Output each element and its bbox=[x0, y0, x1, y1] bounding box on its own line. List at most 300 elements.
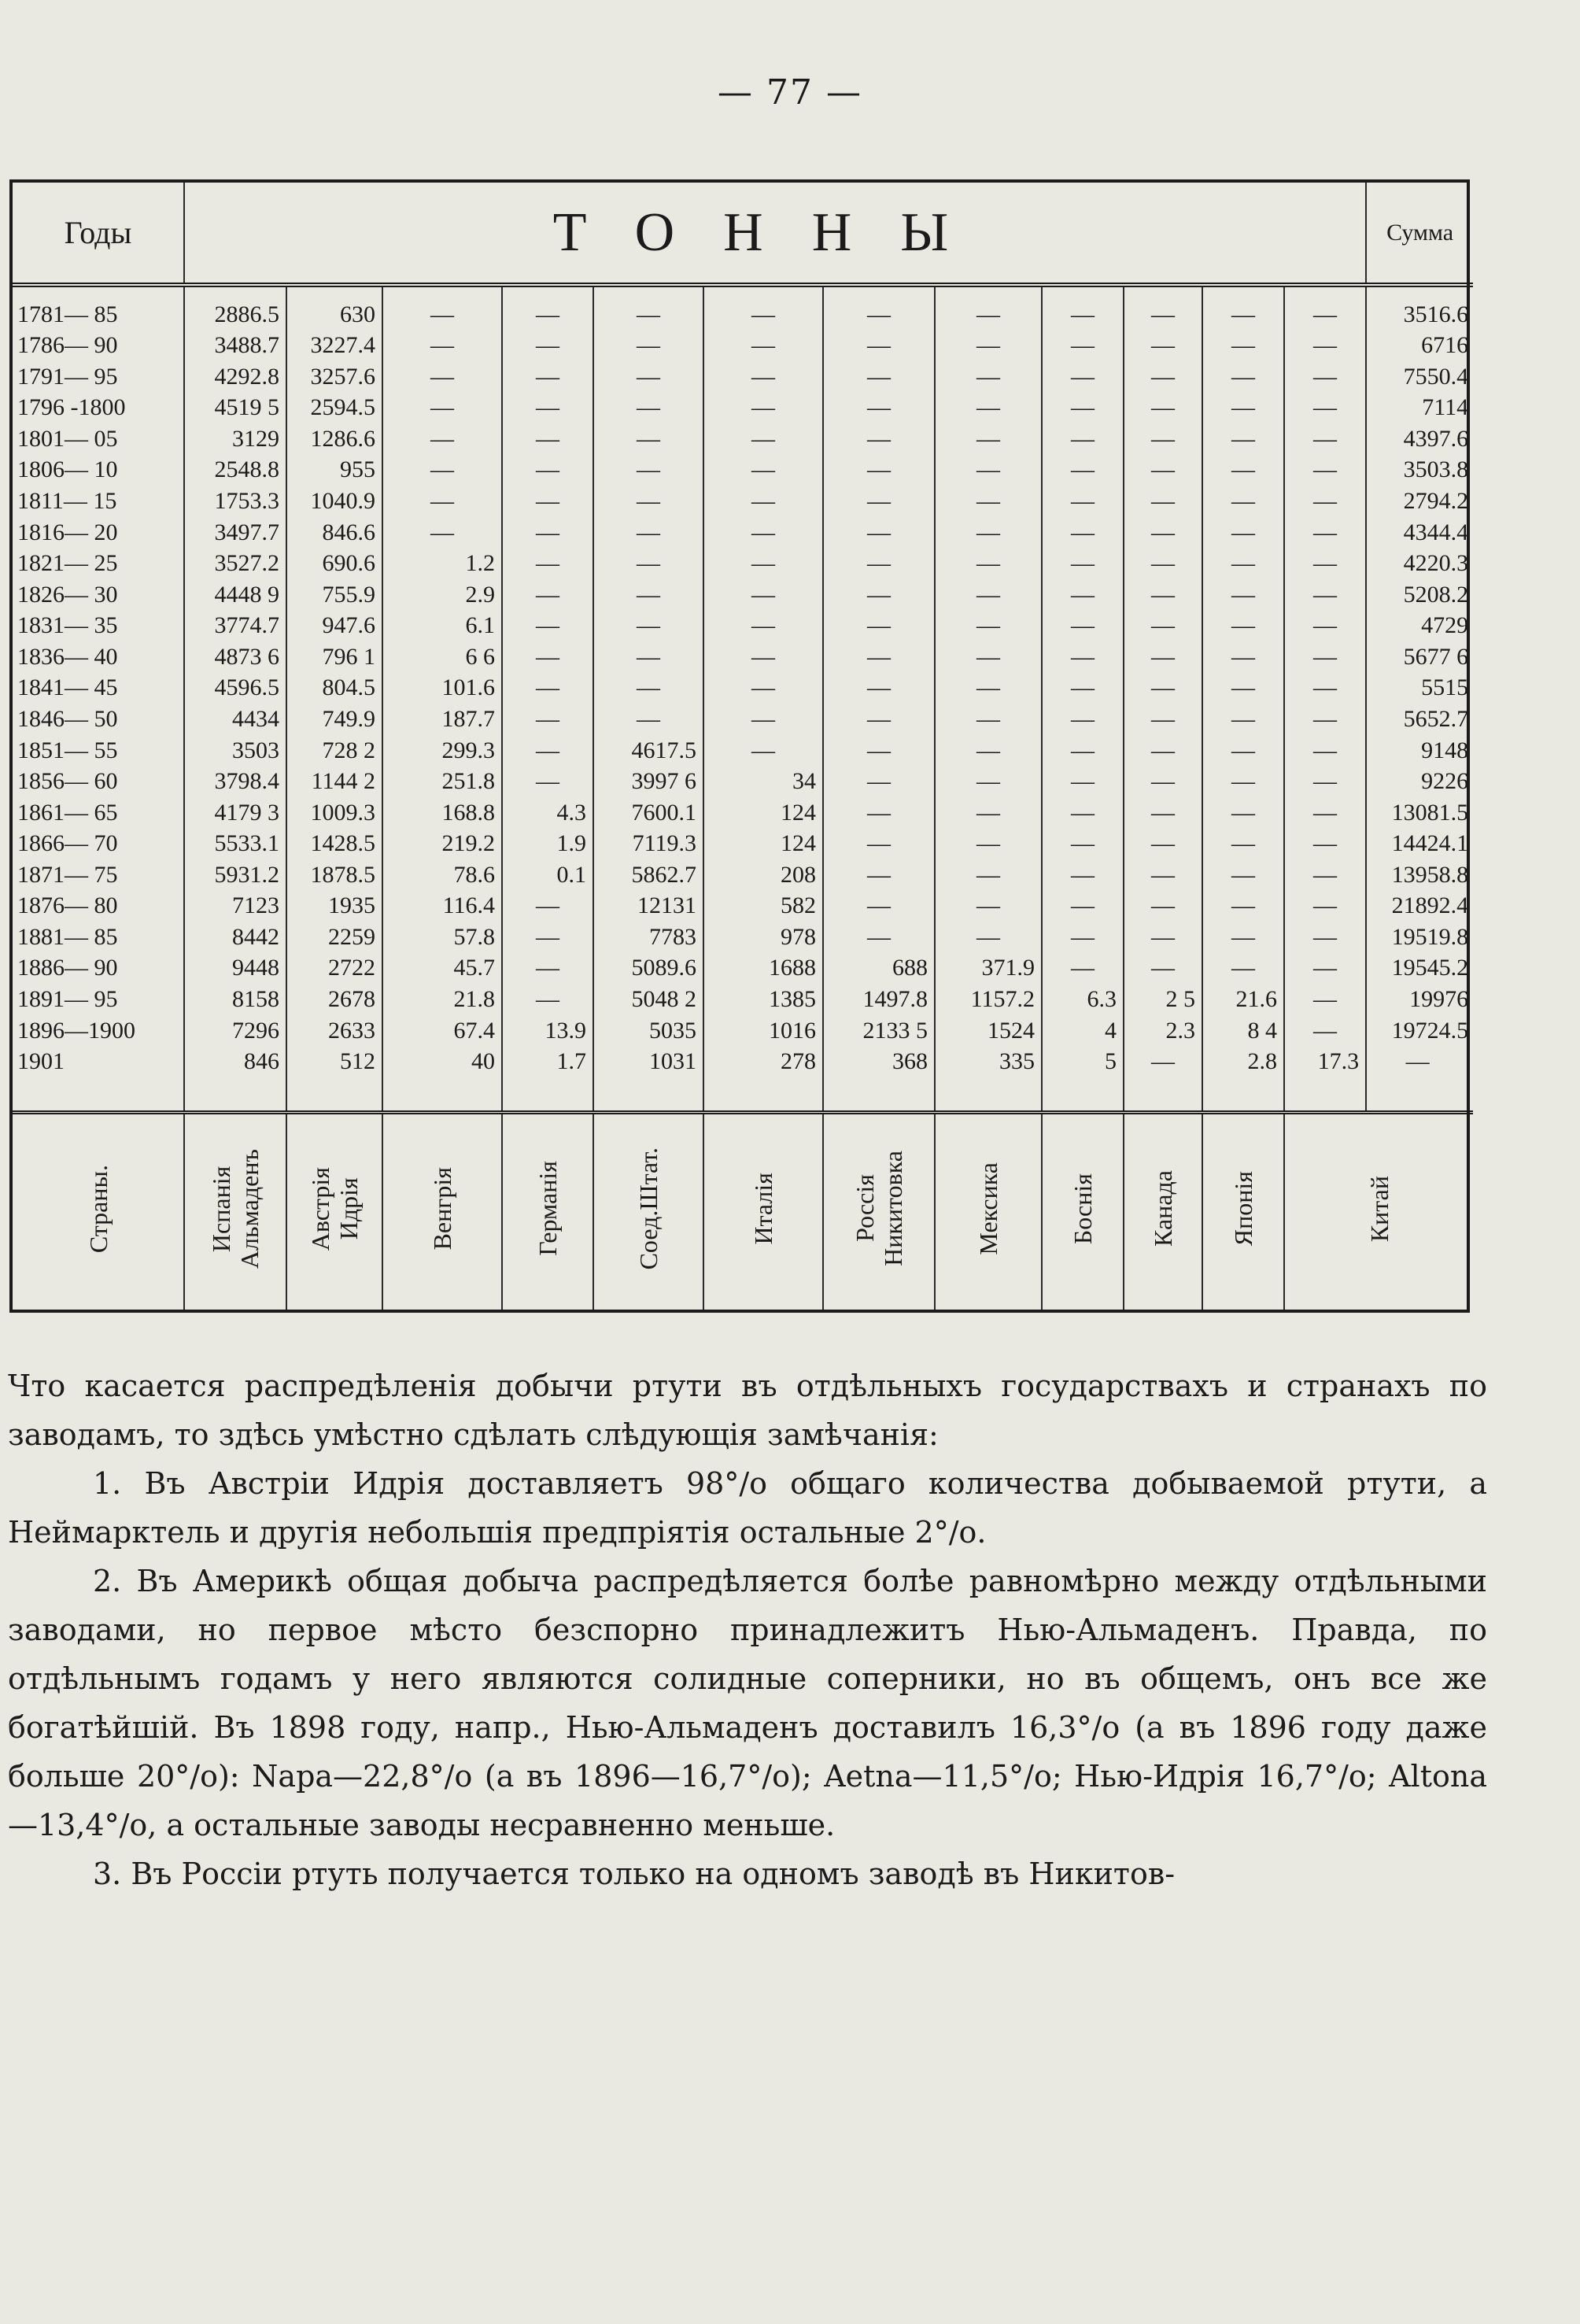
value-cell: — bbox=[593, 641, 703, 673]
value-cell: — bbox=[1284, 517, 1366, 549]
value-cell: 8 4 bbox=[1202, 1015, 1284, 1047]
country-label: Австрія Идрія bbox=[306, 1166, 363, 1251]
table-row bbox=[13, 859, 1473, 891]
value-cell: 5089.6 bbox=[593, 953, 703, 985]
value-cell: — bbox=[703, 611, 823, 642]
value-cell: — bbox=[502, 953, 593, 985]
table-row bbox=[13, 984, 1473, 1015]
sum-cell: — bbox=[1366, 1046, 1473, 1077]
value-cell: — bbox=[502, 673, 593, 704]
year-range-cell: 1821— 25 bbox=[17, 550, 118, 577]
sum-cell: 13958.8 bbox=[1366, 859, 1473, 891]
value-cell: — bbox=[1284, 922, 1366, 953]
countries-row bbox=[13, 1112, 1473, 1310]
year-range-cell: 1796 -1800 bbox=[17, 394, 126, 421]
value-cell: 1157.2 bbox=[935, 984, 1042, 1015]
value-cell: — bbox=[1124, 361, 1202, 393]
sum-cell: 9148 bbox=[1366, 735, 1473, 767]
value-cell: — bbox=[823, 579, 935, 611]
value-cell: 7296 bbox=[184, 1015, 286, 1047]
sum-cell: 19519.8 bbox=[1366, 922, 1473, 953]
value-cell: 2.3 bbox=[1124, 1015, 1202, 1047]
value-cell: — bbox=[1124, 423, 1202, 455]
year-range-cell: 1846— 50 bbox=[17, 705, 118, 732]
value-cell: — bbox=[502, 423, 593, 455]
year-range-cell: 1831— 35 bbox=[17, 612, 118, 639]
value-cell: — bbox=[1042, 797, 1124, 829]
value-cell: — bbox=[823, 517, 935, 549]
country-label: Соед.Штат. bbox=[634, 1147, 663, 1270]
value-cell: 947.6 bbox=[286, 611, 382, 642]
value-cell: — bbox=[382, 517, 502, 549]
value-cell: 3488.7 bbox=[184, 330, 286, 361]
value-cell: 2594.5 bbox=[286, 393, 382, 424]
value-cell: 1385 bbox=[703, 984, 823, 1015]
value-cell: 21.8 bbox=[382, 984, 502, 1015]
value-cell: — bbox=[935, 859, 1042, 891]
value-cell: 9448 bbox=[184, 953, 286, 985]
value-cell: — bbox=[935, 579, 1042, 611]
country-header-cell bbox=[13, 1112, 184, 1310]
value-cell: 6.1 bbox=[382, 611, 502, 642]
value-cell: — bbox=[935, 735, 1042, 767]
value-cell: — bbox=[1124, 673, 1202, 704]
year-range-cell: 1856— 60 bbox=[17, 768, 118, 795]
value-cell: 5 bbox=[1042, 1046, 1124, 1077]
table-row bbox=[13, 361, 1473, 393]
value-cell: — bbox=[593, 673, 703, 704]
table-row bbox=[13, 393, 1473, 424]
table-row bbox=[13, 922, 1473, 953]
value-cell: 116.4 bbox=[382, 891, 502, 922]
value-cell: — bbox=[1284, 486, 1366, 517]
country-header-cell bbox=[823, 1112, 935, 1310]
value-cell: 1688 bbox=[703, 953, 823, 985]
value-cell: 7123 bbox=[184, 891, 286, 922]
paragraph-austria: 1. Въ Австріи Идрія доставляетъ 98°/о общаго количества добываемой ртути, а Неймарктель и другія небольшія предпріятія остальные 2°/о. bbox=[8, 1466, 1487, 1550]
value-cell: — bbox=[593, 393, 703, 424]
sum-cell: 5652.7 bbox=[1366, 704, 1473, 735]
value-cell: — bbox=[1202, 548, 1284, 579]
value-cell: 2.8 bbox=[1202, 1046, 1284, 1077]
value-cell: — bbox=[1284, 393, 1366, 424]
value-cell: — bbox=[1124, 299, 1202, 331]
value-cell: — bbox=[703, 704, 823, 735]
value-cell: 67.4 bbox=[382, 1015, 502, 1047]
value-cell: — bbox=[935, 393, 1042, 424]
value-cell: — bbox=[1202, 361, 1284, 393]
sum-cell: 19545.2 bbox=[1366, 953, 1473, 985]
year-range-cell: 1896—1900 bbox=[17, 1017, 135, 1044]
value-cell: — bbox=[502, 922, 593, 953]
value-cell: — bbox=[823, 704, 935, 735]
table-spacer-bottom bbox=[13, 1077, 1473, 1112]
value-cell: 124 bbox=[703, 797, 823, 829]
value-cell: — bbox=[502, 611, 593, 642]
sum-cell: 7114 bbox=[1366, 393, 1473, 424]
sum-cell: 14424.1 bbox=[1366, 828, 1473, 859]
sum-cell: 5677 6 bbox=[1366, 641, 1473, 673]
year-range-cell: 1881— 85 bbox=[17, 923, 118, 950]
value-cell: — bbox=[1284, 859, 1366, 891]
sum-cell: 5515 bbox=[1366, 673, 1473, 704]
value-cell: — bbox=[502, 735, 593, 767]
value-cell: — bbox=[823, 548, 935, 579]
value-cell: — bbox=[823, 393, 935, 424]
value-cell: 3997 6 bbox=[593, 766, 703, 797]
value-cell: 846.6 bbox=[286, 517, 382, 549]
value-cell: — bbox=[935, 423, 1042, 455]
value-cell: — bbox=[1284, 455, 1366, 486]
table-row bbox=[13, 704, 1473, 735]
value-cell: 57.8 bbox=[382, 922, 502, 953]
value-cell: — bbox=[1284, 704, 1366, 735]
value-cell: — bbox=[1042, 548, 1124, 579]
value-cell: — bbox=[1042, 393, 1124, 424]
country-header-cell bbox=[593, 1112, 703, 1310]
value-cell: 6.3 bbox=[1042, 984, 1124, 1015]
value-cell: — bbox=[1042, 579, 1124, 611]
table-row bbox=[13, 579, 1473, 611]
value-cell: — bbox=[382, 423, 502, 455]
value-cell: — bbox=[502, 766, 593, 797]
value-cell: — bbox=[935, 673, 1042, 704]
value-cell: — bbox=[1202, 859, 1284, 891]
value-cell: 1286.6 bbox=[286, 423, 382, 455]
country-header-cell bbox=[1202, 1112, 1284, 1310]
value-cell: — bbox=[823, 859, 935, 891]
country-label: Японія bbox=[1229, 1171, 1257, 1247]
value-cell: — bbox=[502, 486, 593, 517]
value-cell: 4.3 bbox=[502, 797, 593, 829]
sum-cell: 13081.5 bbox=[1366, 797, 1473, 829]
paragraph-intro: Что касается распредѣленія добычи ртути въ отдѣльныхъ государствахъ и странахъ по заводамъ, то здѣсь умѣстно сдѣлать слѣдующія замѣчанія: bbox=[8, 1369, 1487, 1452]
table-header-row bbox=[13, 183, 1473, 285]
value-cell: 5533.1 bbox=[184, 828, 286, 859]
year-range-cell: 1886— 90 bbox=[17, 955, 118, 981]
table-row bbox=[13, 548, 1473, 579]
value-cell: — bbox=[703, 455, 823, 486]
value-cell: — bbox=[1202, 735, 1284, 767]
header-years: Годы bbox=[13, 183, 184, 285]
value-cell: 5048 2 bbox=[593, 984, 703, 1015]
sum-cell: 4220.3 bbox=[1366, 548, 1473, 579]
value-cell: 335 bbox=[935, 1046, 1042, 1077]
value-cell: 6 6 bbox=[382, 641, 502, 673]
sum-cell: 2794.2 bbox=[1366, 486, 1473, 517]
value-cell: — bbox=[935, 455, 1042, 486]
value-cell: — bbox=[823, 735, 935, 767]
value-cell: — bbox=[1042, 611, 1124, 642]
value-cell: 78.6 bbox=[382, 859, 502, 891]
year-range-cell: 1871— 75 bbox=[17, 861, 118, 888]
table-row bbox=[13, 423, 1473, 455]
value-cell: 17.3 bbox=[1284, 1046, 1366, 1077]
value-cell: — bbox=[1202, 455, 1284, 486]
country-label: Китай bbox=[1364, 1175, 1394, 1242]
header-sum: Сумма bbox=[1366, 183, 1473, 285]
value-cell: — bbox=[935, 797, 1042, 829]
value-cell: 5035 bbox=[593, 1015, 703, 1047]
value-cell: — bbox=[1284, 797, 1366, 829]
country-label: Боснія bbox=[1069, 1173, 1097, 1244]
value-cell: — bbox=[823, 486, 935, 517]
value-cell: — bbox=[935, 704, 1042, 735]
value-cell: 3503 bbox=[184, 735, 286, 767]
value-cell: 1935 bbox=[286, 891, 382, 922]
table-row bbox=[13, 517, 1473, 549]
value-cell: — bbox=[1124, 704, 1202, 735]
country-header-cell bbox=[703, 1112, 823, 1310]
value-cell: 4179 3 bbox=[184, 797, 286, 829]
value-cell: — bbox=[1124, 953, 1202, 985]
value-cell: — bbox=[593, 517, 703, 549]
value-cell: 299.3 bbox=[382, 735, 502, 767]
sum-cell: 4397.6 bbox=[1366, 423, 1473, 455]
value-cell: — bbox=[1202, 423, 1284, 455]
value-cell: — bbox=[935, 891, 1042, 922]
sum-cell: 19976 bbox=[1366, 984, 1473, 1015]
year-range-cell: 1806— 10 bbox=[17, 456, 118, 483]
table-row bbox=[13, 611, 1473, 642]
value-cell: — bbox=[703, 486, 823, 517]
value-cell: 4434 bbox=[184, 704, 286, 735]
value-cell: — bbox=[1284, 1015, 1366, 1047]
value-cell: — bbox=[935, 330, 1042, 361]
table-row bbox=[13, 641, 1473, 673]
value-cell: 21.6 bbox=[1202, 984, 1284, 1015]
value-cell: — bbox=[502, 548, 593, 579]
value-cell: — bbox=[823, 891, 935, 922]
table-row bbox=[13, 953, 1473, 985]
country-header-cell bbox=[286, 1112, 382, 1310]
sum-cell: 4729 bbox=[1366, 611, 1473, 642]
value-cell: 368 bbox=[823, 1046, 935, 1077]
value-cell: 1016 bbox=[703, 1015, 823, 1047]
value-cell: — bbox=[502, 330, 593, 361]
value-cell: 4519 5 bbox=[184, 393, 286, 424]
value-cell: 2.9 bbox=[382, 579, 502, 611]
value-cell: 7119.3 bbox=[593, 828, 703, 859]
value-cell: 3497.7 bbox=[184, 517, 286, 549]
value-cell: — bbox=[593, 423, 703, 455]
value-cell: — bbox=[1042, 486, 1124, 517]
value-cell: — bbox=[1042, 735, 1124, 767]
value-cell: — bbox=[1042, 828, 1124, 859]
value-cell: — bbox=[823, 922, 935, 953]
header-units: ТОННЫ bbox=[184, 183, 1366, 285]
value-cell: 690.6 bbox=[286, 548, 382, 579]
value-cell: 34 bbox=[703, 766, 823, 797]
value-cell: 688 bbox=[823, 953, 935, 985]
value-cell: — bbox=[1202, 673, 1284, 704]
value-cell: — bbox=[1042, 361, 1124, 393]
value-cell: 2886.5 bbox=[184, 299, 286, 331]
sum-cell: 4344.4 bbox=[1366, 517, 1473, 549]
value-cell: — bbox=[1202, 953, 1284, 985]
value-cell: — bbox=[382, 455, 502, 486]
value-cell: — bbox=[1284, 984, 1366, 1015]
value-cell: 1.9 bbox=[502, 828, 593, 859]
value-cell: 2722 bbox=[286, 953, 382, 985]
sum-cell: 3516.6 bbox=[1366, 299, 1473, 331]
value-cell: 978 bbox=[703, 922, 823, 953]
page-number: — 77 — bbox=[718, 72, 862, 113]
value-cell: — bbox=[593, 330, 703, 361]
value-cell: — bbox=[1124, 455, 1202, 486]
value-cell: 13.9 bbox=[502, 1015, 593, 1047]
value-cell: — bbox=[1202, 797, 1284, 829]
country-label: Испанія Альмаденъ bbox=[207, 1148, 264, 1269]
value-cell: — bbox=[703, 361, 823, 393]
value-cell: 796 1 bbox=[286, 641, 382, 673]
value-cell: — bbox=[1124, 517, 1202, 549]
value-cell: — bbox=[823, 797, 935, 829]
value-cell: — bbox=[1284, 766, 1366, 797]
value-cell: 5931.2 bbox=[184, 859, 286, 891]
value-cell: — bbox=[502, 455, 593, 486]
value-cell: 1040.9 bbox=[286, 486, 382, 517]
year-range-cell: 1786— 90 bbox=[17, 332, 118, 359]
value-cell: — bbox=[823, 330, 935, 361]
value-cell: 219.2 bbox=[382, 828, 502, 859]
value-cell: — bbox=[1042, 517, 1124, 549]
value-cell: — bbox=[703, 393, 823, 424]
value-cell: — bbox=[1284, 361, 1366, 393]
value-cell: — bbox=[1284, 548, 1366, 579]
value-cell: — bbox=[823, 423, 935, 455]
value-cell: — bbox=[823, 673, 935, 704]
value-cell: — bbox=[502, 299, 593, 331]
value-cell: 755.9 bbox=[286, 579, 382, 611]
value-cell: — bbox=[1202, 579, 1284, 611]
value-cell: — bbox=[1124, 922, 1202, 953]
value-cell: 846 bbox=[184, 1046, 286, 1077]
value-cell: — bbox=[1202, 922, 1284, 953]
value-cell: — bbox=[593, 455, 703, 486]
value-cell: — bbox=[1042, 330, 1124, 361]
value-cell: — bbox=[703, 735, 823, 767]
value-cell: 5862.7 bbox=[593, 859, 703, 891]
table-row bbox=[13, 891, 1473, 922]
table-row bbox=[13, 299, 1473, 331]
value-cell: 3774.7 bbox=[184, 611, 286, 642]
value-cell: — bbox=[1202, 828, 1284, 859]
value-cell: — bbox=[935, 611, 1042, 642]
value-cell: — bbox=[382, 299, 502, 331]
value-cell: 749.9 bbox=[286, 704, 382, 735]
value-cell: — bbox=[593, 486, 703, 517]
value-cell: — bbox=[935, 361, 1042, 393]
value-cell: 1878.5 bbox=[286, 859, 382, 891]
country-header-cell bbox=[1124, 1112, 1202, 1310]
value-cell: 371.9 bbox=[935, 953, 1042, 985]
value-cell: 8442 bbox=[184, 922, 286, 953]
value-cell: 187.7 bbox=[382, 704, 502, 735]
value-cell: — bbox=[1124, 735, 1202, 767]
value-cell: — bbox=[823, 361, 935, 393]
value-cell: — bbox=[1284, 891, 1366, 922]
value-cell: — bbox=[1202, 517, 1284, 549]
value-cell: — bbox=[1284, 735, 1366, 767]
table-row bbox=[13, 455, 1473, 486]
table-row bbox=[13, 486, 1473, 517]
value-cell: 168.8 bbox=[382, 797, 502, 829]
year-range-cell: 1901 bbox=[17, 1048, 65, 1075]
year-range-cell: 1876— 80 bbox=[17, 892, 118, 919]
value-cell: — bbox=[502, 361, 593, 393]
value-cell: 2678 bbox=[286, 984, 382, 1015]
value-cell: 124 bbox=[703, 828, 823, 859]
value-cell: — bbox=[703, 423, 823, 455]
value-cell: — bbox=[823, 766, 935, 797]
value-cell: 3798.4 bbox=[184, 766, 286, 797]
sum-cell: 7550.4 bbox=[1366, 361, 1473, 393]
value-cell: — bbox=[1124, 766, 1202, 797]
value-cell: — bbox=[703, 579, 823, 611]
country-header-cell bbox=[1042, 1112, 1124, 1310]
value-cell: — bbox=[1284, 330, 1366, 361]
value-cell: 3257.6 bbox=[286, 361, 382, 393]
value-cell: — bbox=[823, 641, 935, 673]
value-cell: — bbox=[1202, 766, 1284, 797]
country-label: Венгрія bbox=[428, 1167, 456, 1251]
year-range-cell: 1791— 95 bbox=[17, 363, 118, 390]
table-row bbox=[13, 1046, 1473, 1077]
value-cell: — bbox=[935, 517, 1042, 549]
value-cell: — bbox=[1284, 579, 1366, 611]
sum-cell: 3503.8 bbox=[1366, 455, 1473, 486]
sum-cell: 21892.4 bbox=[1366, 891, 1473, 922]
value-cell: — bbox=[823, 455, 935, 486]
value-cell: — bbox=[1124, 330, 1202, 361]
value-cell: — bbox=[1042, 423, 1124, 455]
value-cell: 955 bbox=[286, 455, 382, 486]
value-cell: — bbox=[935, 486, 1042, 517]
value-cell: — bbox=[1124, 891, 1202, 922]
value-cell: 2 5 bbox=[1124, 984, 1202, 1015]
value-cell: — bbox=[1202, 486, 1284, 517]
body-text bbox=[8, 1362, 1487, 1898]
value-cell: 251.8 bbox=[382, 766, 502, 797]
value-cell: 1031 bbox=[593, 1046, 703, 1077]
year-range-cell: 1816— 20 bbox=[17, 519, 118, 545]
value-cell: 4 bbox=[1042, 1015, 1124, 1047]
value-cell: — bbox=[1124, 579, 1202, 611]
country-label: Италія bbox=[749, 1173, 777, 1245]
sum-cell: 9226 bbox=[1366, 766, 1473, 797]
value-cell: — bbox=[1284, 423, 1366, 455]
value-cell: 7783 bbox=[593, 922, 703, 953]
value-cell: — bbox=[1202, 704, 1284, 735]
mercury-production-table bbox=[9, 179, 1470, 1313]
value-cell: — bbox=[703, 641, 823, 673]
country-header-cell bbox=[382, 1112, 502, 1310]
value-cell: — bbox=[935, 766, 1042, 797]
country-label: Германія bbox=[533, 1161, 562, 1257]
table-row bbox=[13, 330, 1473, 361]
value-cell: — bbox=[593, 611, 703, 642]
value-cell: — bbox=[703, 517, 823, 549]
value-cell: — bbox=[1042, 673, 1124, 704]
value-cell: — bbox=[703, 673, 823, 704]
value-cell: — bbox=[502, 393, 593, 424]
value-cell: — bbox=[1042, 953, 1124, 985]
sum-cell: 5208.2 bbox=[1366, 579, 1473, 611]
value-cell: — bbox=[1124, 611, 1202, 642]
sum-cell: 6716 bbox=[1366, 330, 1473, 361]
country-header-cell bbox=[184, 1112, 286, 1310]
